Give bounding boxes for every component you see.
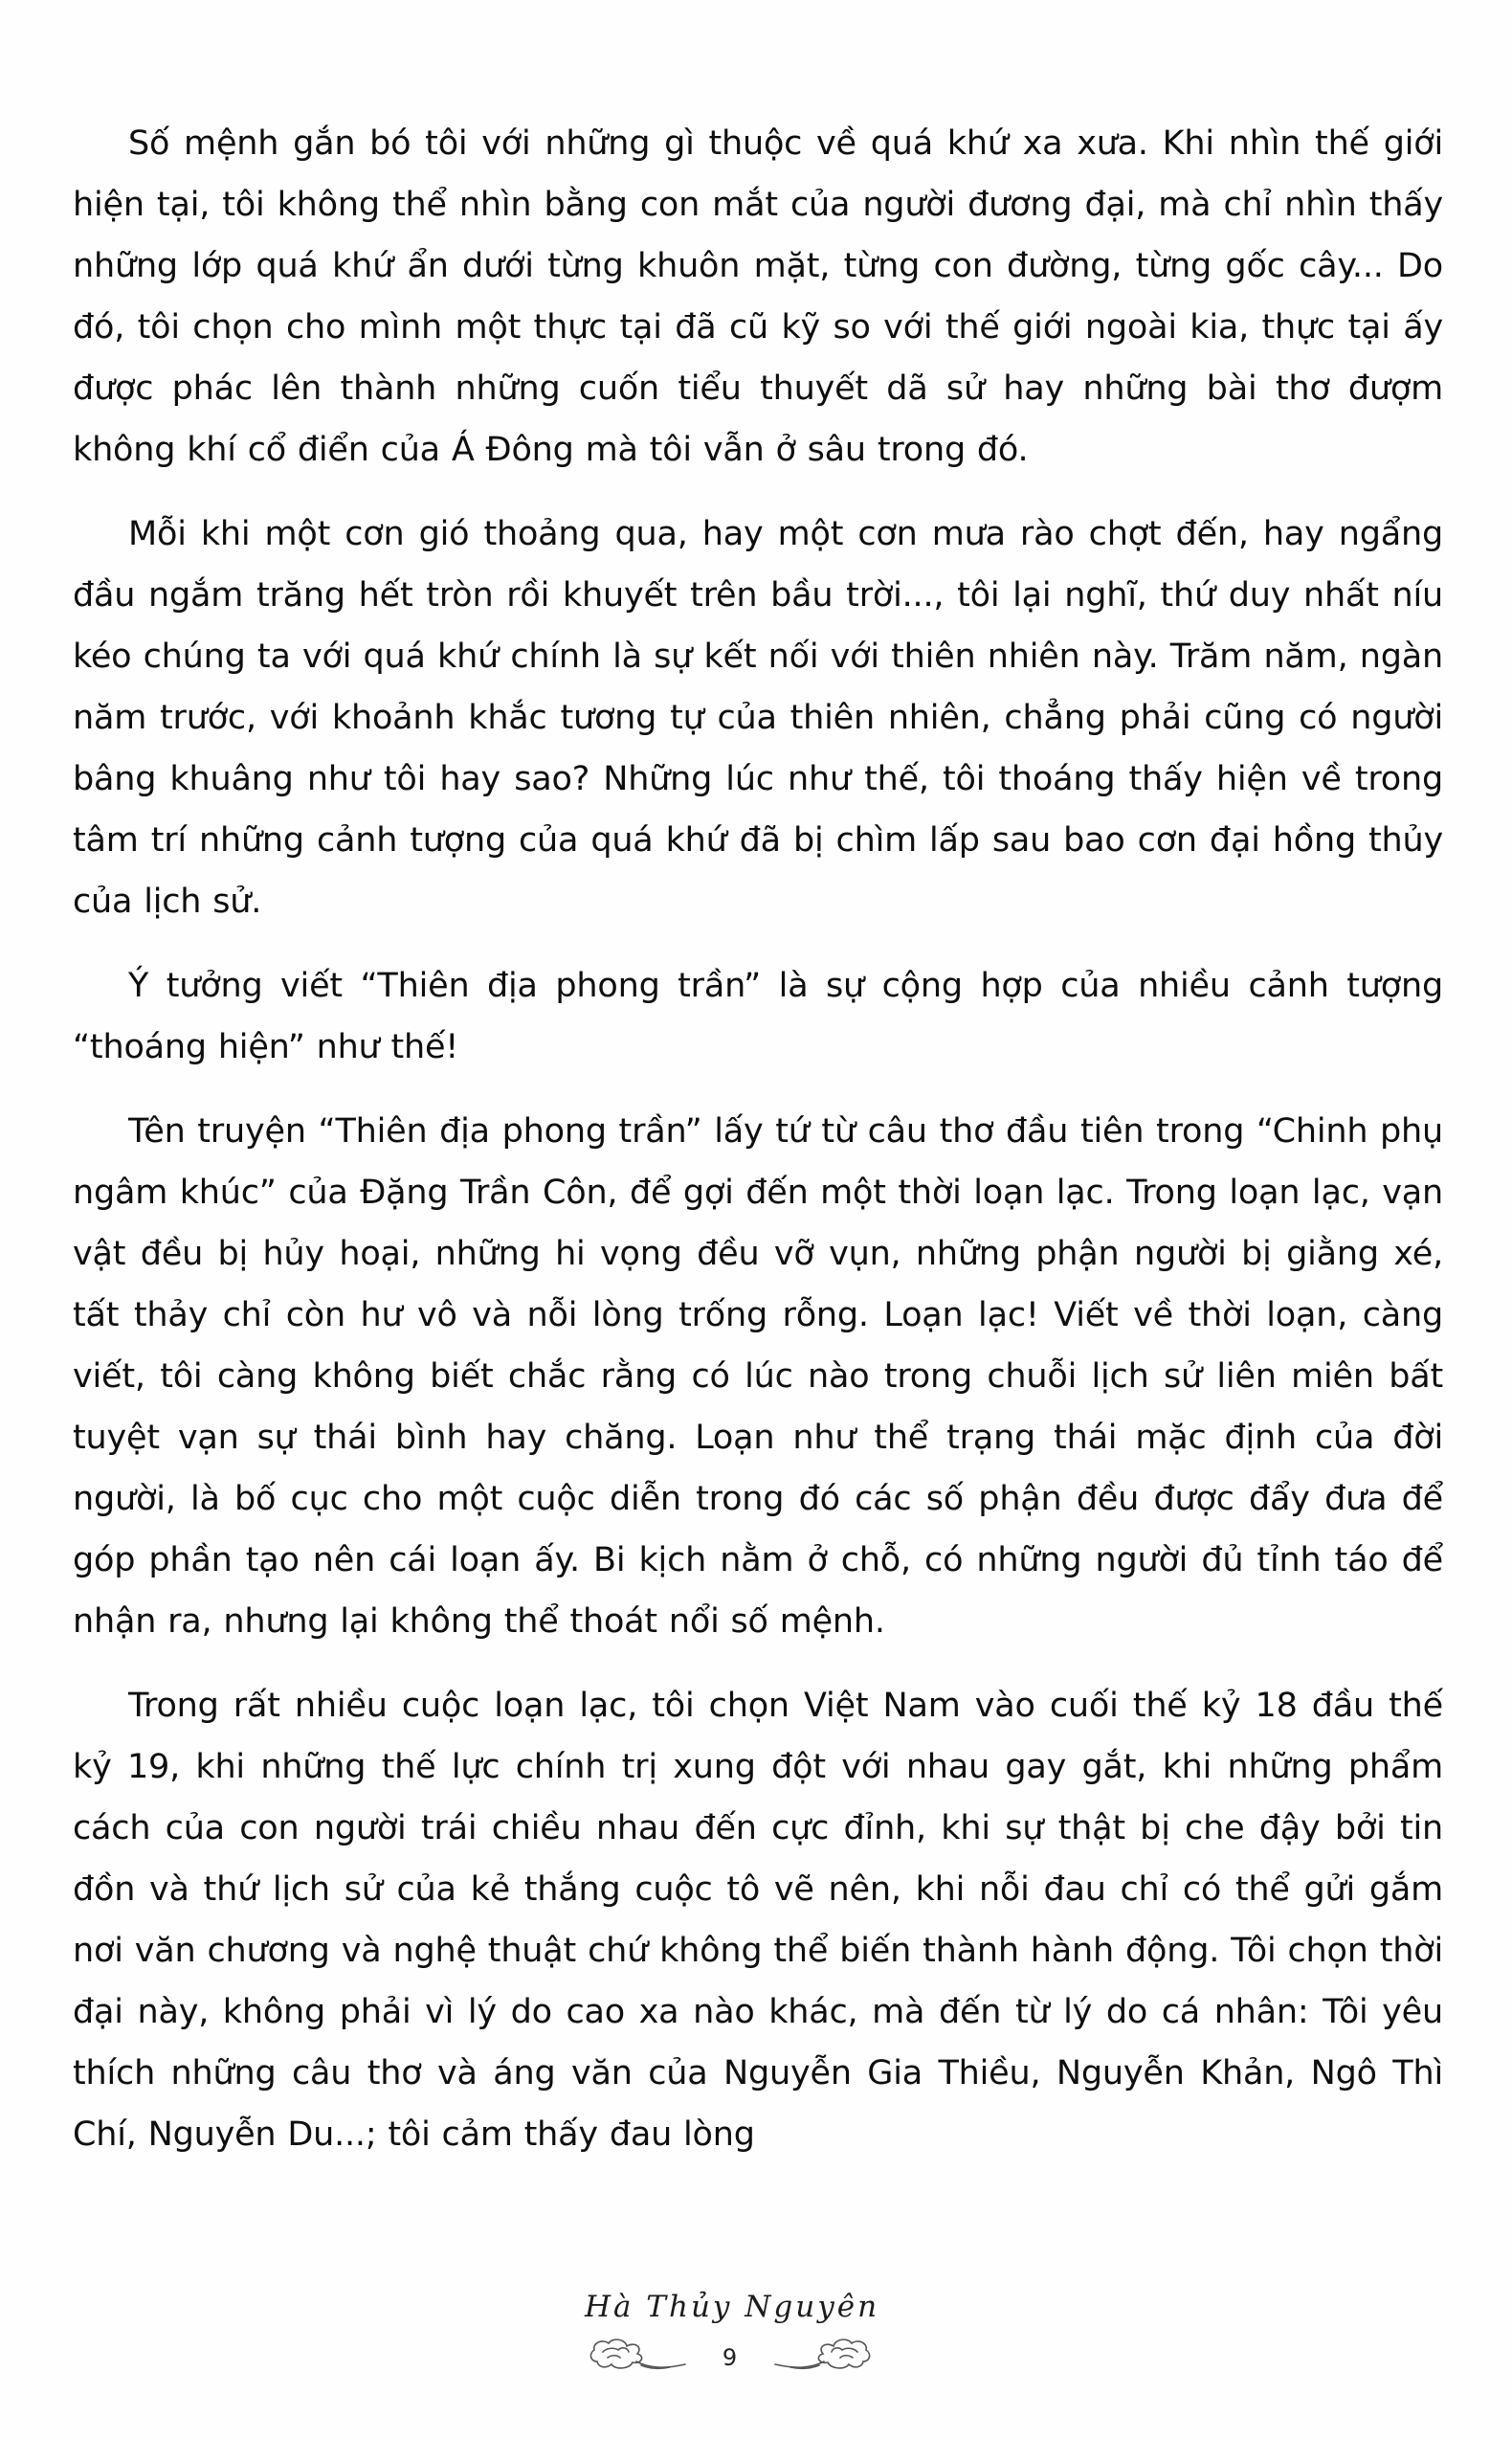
- paragraph-2: Mỗi khi một cơn gió thoảng qua, hay một cơn mưa rào chợt đến, hay ngẩng đầu ngắm trăng hết tròn rồi khuyết trên bầu trời..., tôi lại nghĩ, thứ duy nhất níu kéo chúng ta với quá khứ chính là sự kết nối với thiên nhiên này. Trăm năm, ngàn năm trước, với khoảnh khắc tương tự của thiên nhiên, chẳng phải cũng có người bâng khuâng như tôi hay sao? Những lúc như thế, tôi thoáng thấy hiện về trong tâm trí những cảnh tượng của quá khứ đã bị chìm lấp sau bao cơn đại hồng thủy của lịch sử.: [73, 515, 1443, 921]
- paragraph-4: Tên truyện “Thiên địa phong trần” lấy tứ từ câu thơ đầu tiên trong “Chinh phụ ngâm khúc” của Đặng Trần Côn, để gợi đến một thời loạn lạc. Trong loạn lạc, vạn vật đều bị hủy hoại, những hi vọng đều vỡ vụn, những phận người bị giằng xé, tất thảy chỉ còn hư vô và nỗi lòng trống rỗng. Loạn lạc! Viết về thời loạn, càng viết, tôi càng không biết chắc rằng có lúc nào trong chuỗi lịch sử liên miên bất tuyệt vạn sự thái bình hay chăng. Loạn như thể trạng thái mặc định của đời người, là bố cục cho một cuộc diễn trong đó các số phận đều được đẩy đưa để góp phần tạo nên cái loạn ấy. Bi kịch nằm ở chỗ, có những người đủ tỉnh táo để nhận ra, nhưng lại không thể thoát nổi số mệnh.: [73, 1112, 1443, 1641]
- author-signature: Hà Thủy Nguyên: [584, 2290, 880, 2324]
- paragraph-5: Trong rất nhiều cuộc loạn lạc, tôi chọn Việt Nam vào cuối thế kỷ 18 đầu thế kỷ 19, khi những thế lực chính trị xung đột với nhau gay gắt, khi những phẩm cách của con người trái chiều nhau đến cực đỉnh, khi sự thật bị che đậy bởi tin đồn và thứ lịch sử của kẻ thắng cuộc tô vẽ nên, khi nỗi đau chỉ có thể gửi gắm nơi văn chương và nghệ thuật chứ không thể biến thành hành động. Tôi chọn thời đại này, không phải vì lý do cao xa nào khác, mà đến từ lý do cá nhân: Tôi yêu thích những câu thơ và áng văn của Nguyễn Gia Thiều, Nguyễn Khản, Ngô Thì Chí, Nguyễn Du...; tôi cảm thấy đau lòng: [73, 1687, 1443, 2154]
- ink-cloud-flourish-right-icon: [769, 2338, 877, 2378]
- page-number: 9: [722, 2344, 738, 2371]
- paragraph-3: Ý tưởng viết “Thiên địa phong trần” là sự cộng hợp của nhiều cảnh tượng “thoáng hiện” như thế!: [73, 967, 1443, 1066]
- ink-cloud-flourish-left-icon: [584, 2338, 691, 2378]
- folio-row: [0, 2338, 1512, 2378]
- page-footer: [0, 2290, 1512, 2378]
- paragraph-1: Số mệnh gắn bó tôi với những gì thuộc về quá khứ xa xưa. Khi nhìn thế giới hiện tại, tôi không thể nhìn bằng con mắt của người đương đại, mà chỉ nhìn thấy những lớp quá khứ ẩn dưới từng khuôn mặt, từng con đường, từng gốc cây... Do đó, tôi chọn cho mình một thực tại đã cũ kỹ so với thế giới ngoài kia, thực tại ấy được phác lên thành những cuốn tiểu thuyết dã sử hay những bài thơ đượm không khí cổ điển của Á Đông mà tôi vẫn ở sâu trong đó.: [73, 124, 1443, 469]
- preface-text-block: [73, 113, 1443, 2165]
